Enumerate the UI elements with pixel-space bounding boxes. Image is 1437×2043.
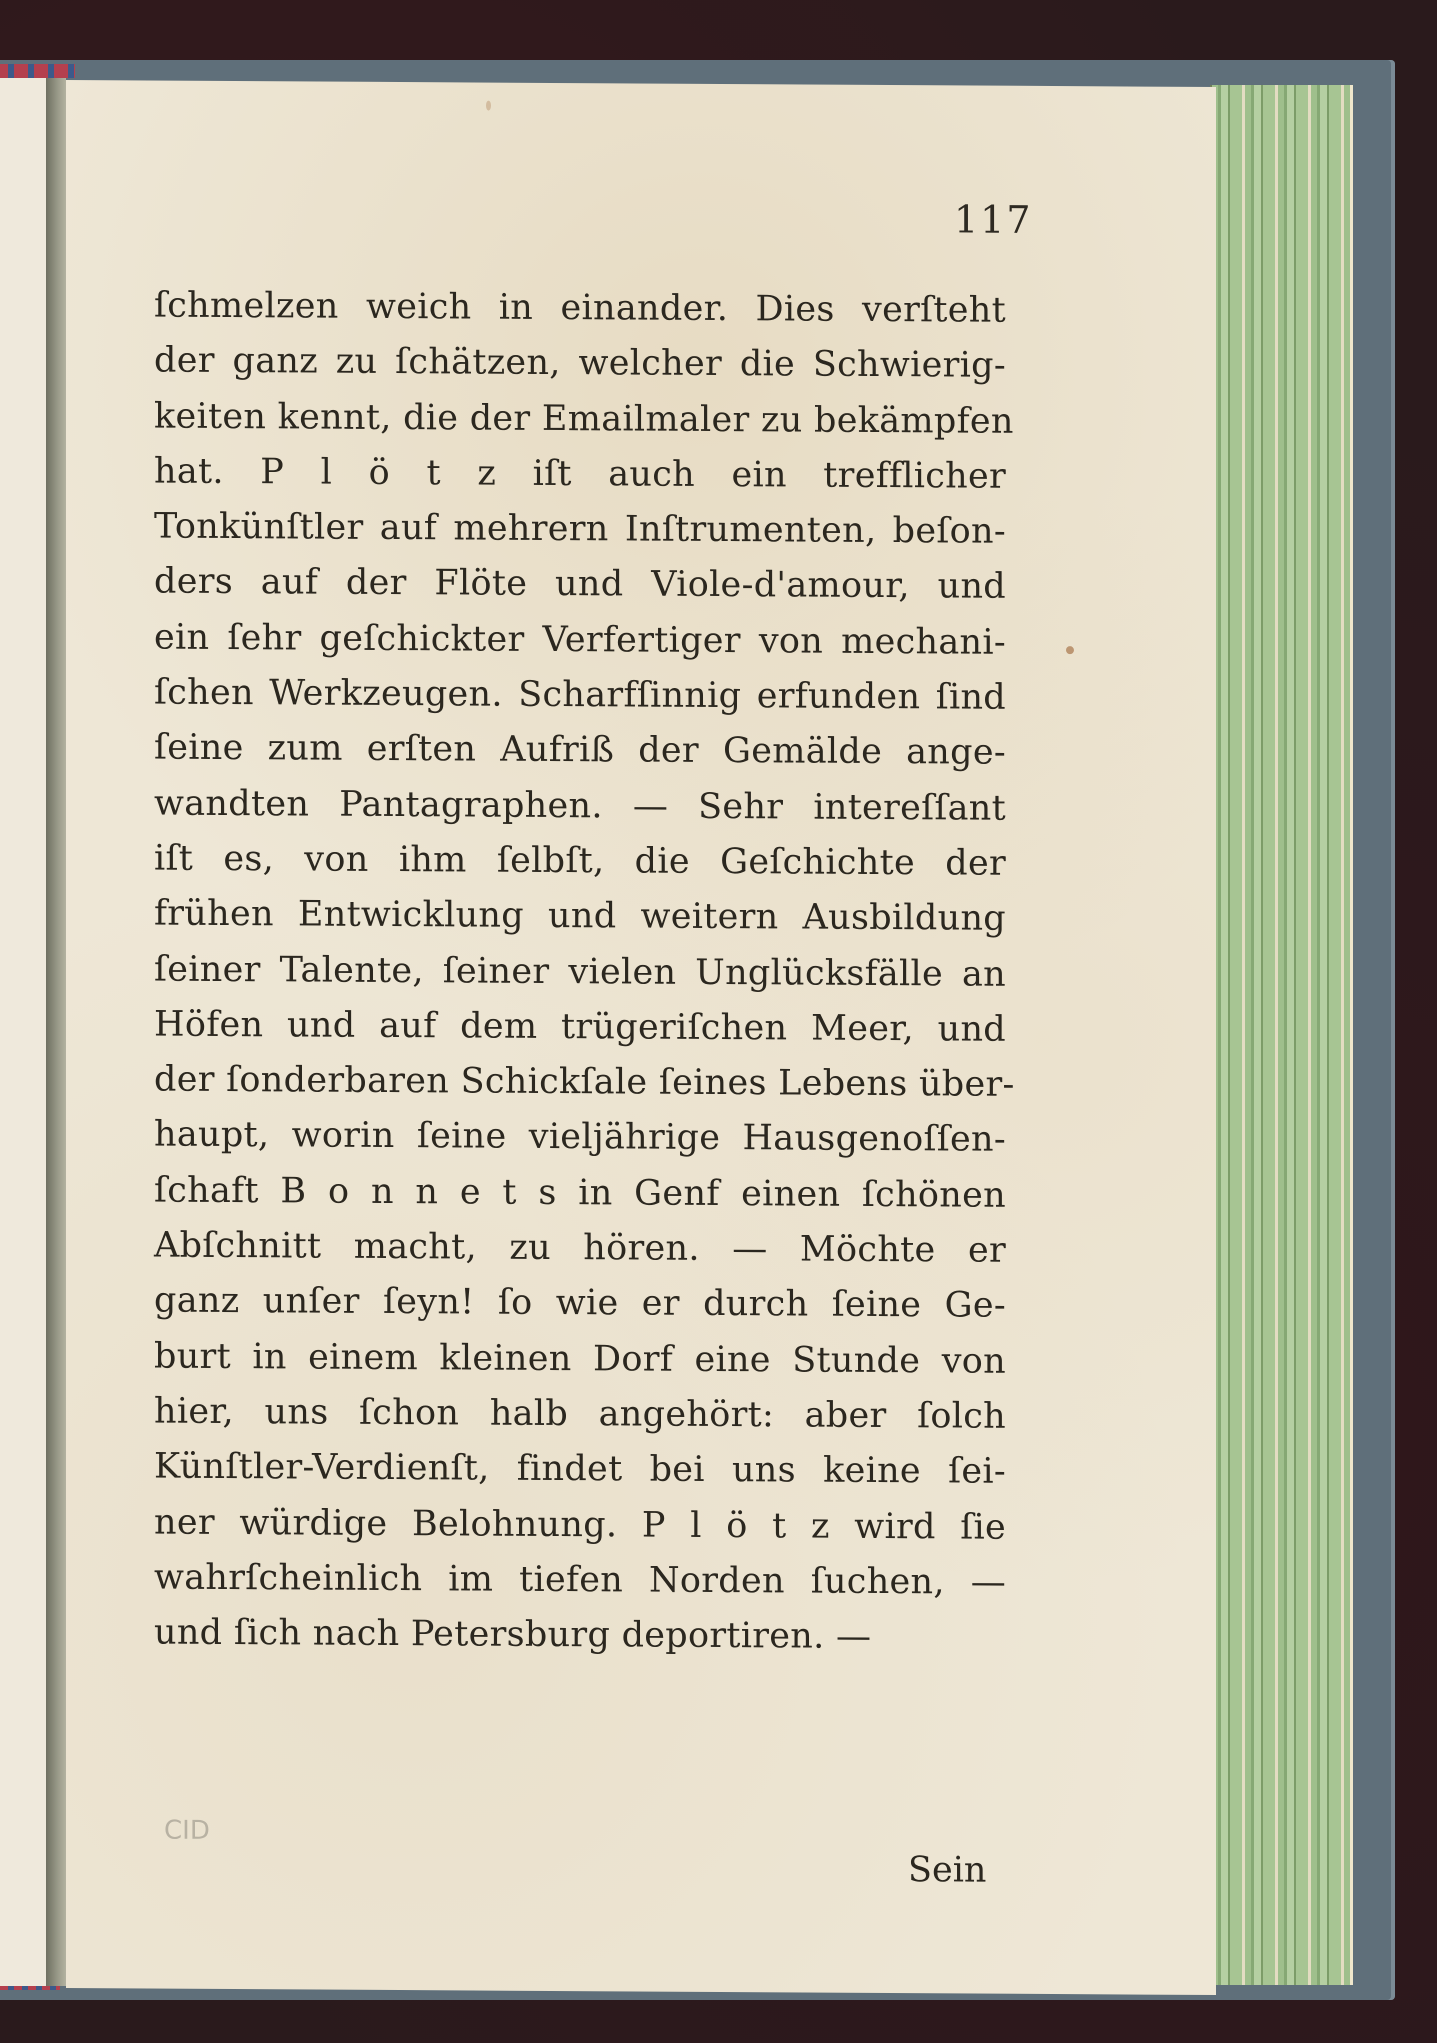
- text-line: ſeine zum erſten Aufriß der Gemälde ange-: [154, 727, 1006, 774]
- text-line: Künſtler-Verdienſt, findet bei uns keine ſei-: [154, 1446, 1006, 1492]
- text-line: wahrſcheinlich im tiefen Norden ſuchen, —: [154, 1557, 1006, 1603]
- text-line: Tonkünſtler auf mehrern Inſtrumenten, beſon-: [154, 506, 1006, 552]
- headband: [0, 64, 75, 78]
- text-line: haupt, worin ſeine vieljährige Hausgenoſſen-: [154, 1114, 1006, 1161]
- text-line: ganz unſer ſeyn! ſo wie er durch ſeine Ge-: [154, 1280, 1006, 1327]
- text-line: Abſchnitt macht, zu hören. — Möchte er: [154, 1225, 1006, 1271]
- faint-stamp: CID: [164, 1815, 210, 1846]
- book-gutter: [46, 78, 66, 1986]
- left-page-edge: [0, 78, 48, 1986]
- text-line: Höfen und auf dem trügeriſchen Meer, und: [154, 1004, 1006, 1050]
- green-page-edges: [1210, 85, 1353, 1985]
- catchword: Sein: [908, 1850, 987, 1891]
- text-line: frühen Entwicklung und weitern Ausbildung: [154, 893, 1006, 940]
- text-line: keiten kennt, die der Emailmaler zu bekämpfen: [154, 396, 1014, 442]
- text-line: ſchaft B o n n e t s in Genf einen ſchönen: [154, 1170, 1006, 1216]
- text-line: der ganz zu ſchätzen, welcher die Schwierig-: [154, 340, 1006, 387]
- paper-stain: [486, 101, 491, 111]
- text-line: ſchen Werkzeugen. Scharfſinnig erfunden ſind: [154, 672, 1006, 718]
- book-page: [66, 80, 1216, 1995]
- text-line: ſeiner Talente, ſeiner vielen Unglücksfälle an: [154, 949, 1006, 995]
- paper-stain: [1066, 646, 1074, 654]
- text-line: ein ſehr geſchickter Verfertiger von mechani-: [154, 617, 1006, 663]
- text-line: hier, uns ſchon halb angehört: aber ſolch: [154, 1391, 1006, 1437]
- text-line: und ſich nach Petersburg deportiren. —: [154, 1612, 872, 1658]
- text-line: ders auf der Flöte und Viole-d'amour, und: [154, 562, 1006, 608]
- text-line: burt in einem kleinen Dorf eine Stunde von: [154, 1336, 1006, 1382]
- text-line: ſchmelzen weich in einander. Dies verſteht: [154, 285, 1006, 331]
- body-text: [154, 279, 1015, 1667]
- text-line: hat. P l ö t z iſt auch ein trefflicher: [154, 451, 1006, 497]
- text-line: wandten Pantagraphen. — Sehr intereſſant: [154, 783, 1006, 829]
- text-line: ner würdige Belohnung. P l ö t z wird ſie: [154, 1502, 1006, 1548]
- text-line: der ſonderbaren Schickſale ſeines Lebens über-: [154, 1059, 1015, 1105]
- text-line: iſt es, von ihm ſelbſt, die Geſchichte der: [154, 838, 1006, 884]
- page-number: 117: [954, 197, 1033, 242]
